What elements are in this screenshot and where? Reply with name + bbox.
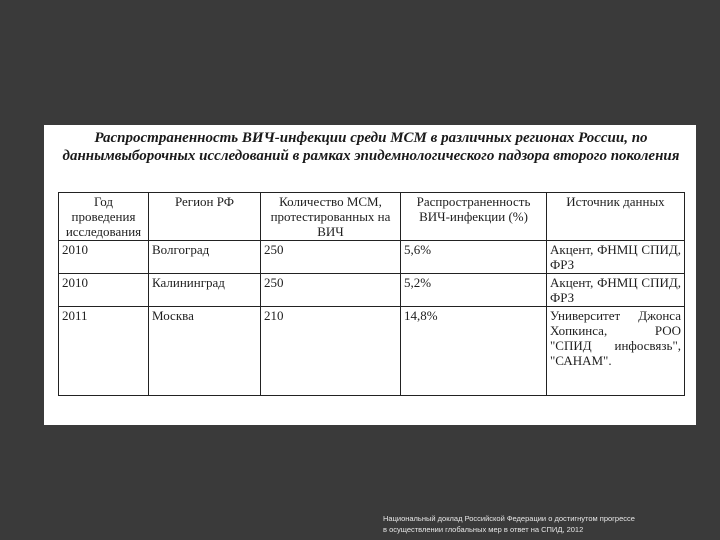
cell-count: 250 xyxy=(261,241,401,274)
header-prevalence: Распространенность ВИЧ-инфекции (%) xyxy=(401,193,547,241)
table-row xyxy=(59,274,685,307)
header-region: Регион РФ xyxy=(149,193,261,241)
cell-source: Университет Джонса Хопкинса, РОО "СПИД инфосвязь", "САНАМ". xyxy=(547,307,685,396)
header-source: Источник данных xyxy=(547,193,685,241)
source-note-line-2: в осуществлении глобальных мер в ответ на СПИД, 2012 xyxy=(383,525,584,534)
cell-year: 2011 xyxy=(59,307,149,396)
cell-prevalence: 5,2% xyxy=(401,274,547,307)
cell-prevalence: 5,6% xyxy=(401,241,547,274)
cell-year: 2010 xyxy=(59,274,149,307)
cell-region: Москва xyxy=(149,307,261,396)
table-header-row xyxy=(59,193,685,241)
cell-prevalence: 14,8% xyxy=(401,307,547,396)
cell-count: 210 xyxy=(261,307,401,396)
hiv-prevalence-table xyxy=(58,192,685,396)
source-note xyxy=(383,513,713,535)
cell-region: Волгоград xyxy=(149,241,261,274)
cell-source: Акцент, ФНМЦ СПИД, ФРЗ xyxy=(547,274,685,307)
cell-count: 250 xyxy=(261,274,401,307)
document-image xyxy=(44,125,696,425)
source-note-line-1: Национальный доклад Российской Федерации о достигнутом прогрессе xyxy=(383,514,635,523)
table-row xyxy=(59,241,685,274)
cell-source: Акцент, ФНМЦ СПИД, ФРЗ xyxy=(547,241,685,274)
header-year: Год проведения исследования xyxy=(59,193,149,241)
document-title: Распространенность ВИЧ-инфекции среди МСМ в различных регионах России, по даннымвыборочных исследований в рамках эпидемнологического падзора второго поколения xyxy=(62,130,680,164)
table-row xyxy=(59,307,685,396)
header-count: Количество МСМ, протестированных на ВИЧ xyxy=(261,193,401,241)
cell-year: 2010 xyxy=(59,241,149,274)
cell-region: Калининград xyxy=(149,274,261,307)
